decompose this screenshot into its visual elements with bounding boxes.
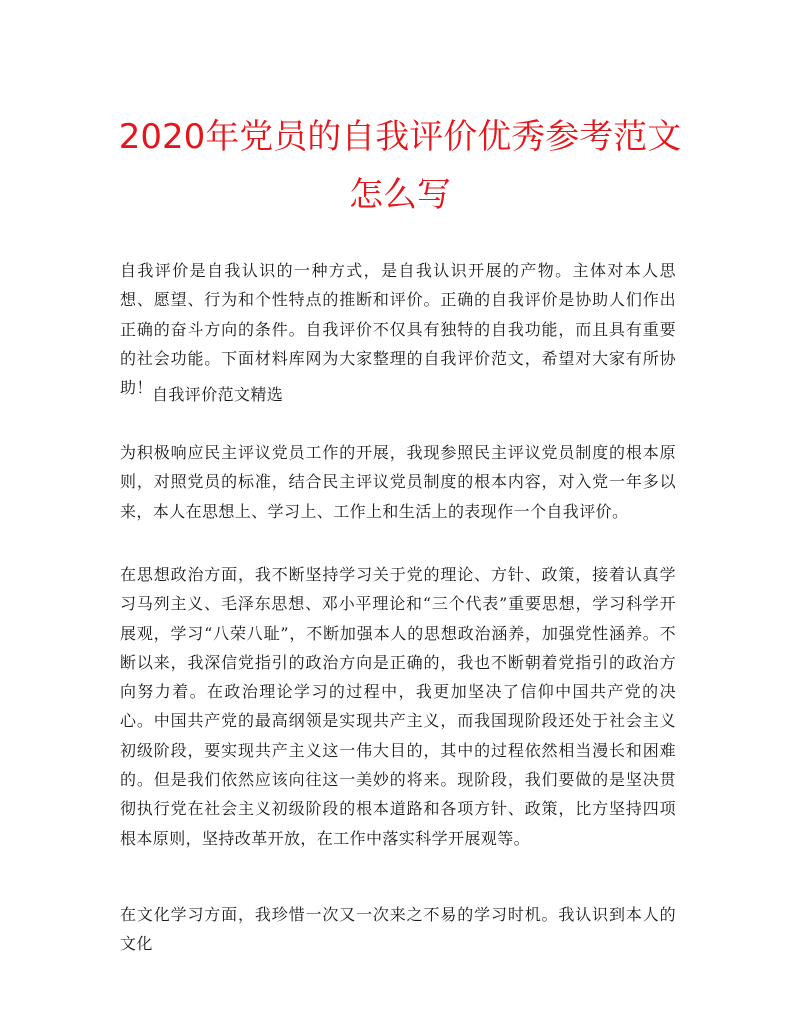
section-subheading: 自我评价范文精选: [152, 385, 284, 404]
document-title: 2020年党员的自我评价优秀参考范文怎么写: [118, 117, 682, 215]
body-paragraph-2: 在思想政治方面，我不断坚持学习关于党的理论、方针、政策，接着认真学习马列主义、毛泽东思想、邓小平理论和“三个代表”重要思想，学习科学开展观，学习“八荣八耻”，不断加强本人的思想政治涵养，加强党性涵养。不断以来，我深信党指引的政治方向是正确的，我也不断朝着党指引的政治方向努力着。在政治理论学习的过程中，我更加坚决了信仰中国共产党的决心。中国共产党的最高纲领是实现共产主义，而我国现阶段还处于社会主义初级阶段，要实现共产主义这一伟大目的，其中的过程依然相当漫长和困难的。但是我们依然应该向往这一美妙的将来。现阶段，我们要做的是坚决贯彻执行党在社会主义初级阶段的根本道路和各项方针、政策，比方坚持四项根本原则，坚持改革开放，在工作中落实科学开展观等。: [120, 565, 676, 848]
intro-paragraph: 自我评价是自我认识的一种方式，是自我认识开展的产物。主体对本人思想、愿望、行为和个性特点的推断和评价。正确的自我评价是协助人们作出正确的奋斗方向的条件。自我评价不仅具有独特的自我功能，而且具有重要的社会功能。下面材料库网为大家整理的自我评价范文，希望对大家有所协助！: [120, 261, 676, 398]
body-paragraph-1: 为积极响应民主评议党员工作的开展，我现参照民主评议党员制度的根本原则，对照党员的标准，结合民主评议党员制度的根本内容，对入党一年多以来，本人在思想上、学习上、工作上和生活上的表现作一个自我评价。: [120, 443, 676, 521]
body-paragraph-3: 在文化学习方面，我珍惜一次又一次来之不易的学习时机。我认识到本人的文化: [120, 905, 676, 954]
